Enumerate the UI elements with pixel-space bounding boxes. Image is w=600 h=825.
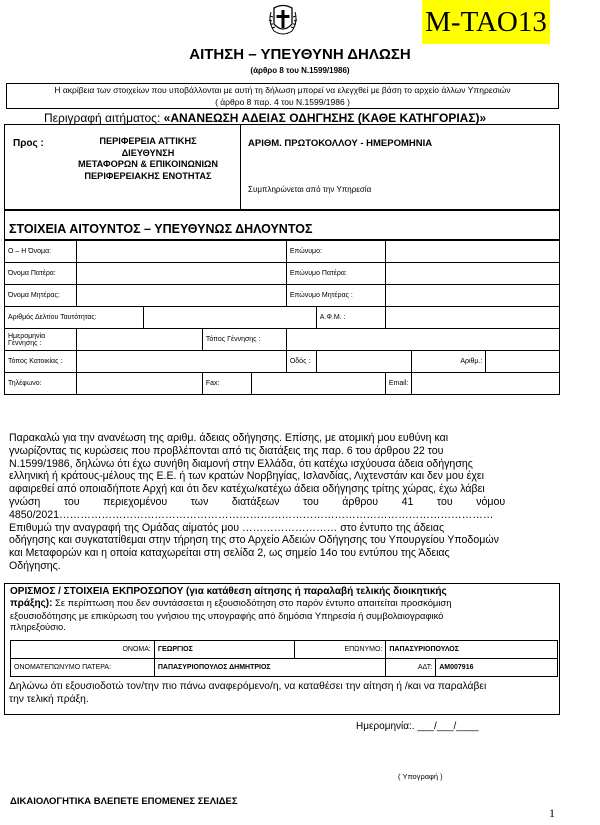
representative-title-line-2 [10,597,555,609]
protocol-label: ΑΡΙΘΜ. ΠΡΩΤΟΚΟΛΛΟΥ - ΗΜΕΡΟΜΗΝΙΑ [248,138,433,149]
first-name-label: Ο – Η Όνομα: [5,241,77,263]
request-value: «ΑΝΑΝΕΩΣΗ ΑΔΕΙΑΣ ΟΔΗΓΗΣΗΣ (ΚΑΘΕ ΚΑΤΗΓΟΡΙΑΣ)» [163,111,487,125]
protocol-note: Συμπληρώνεται από την Υπηρεσία [248,185,372,194]
declaration-line: και Μεταφορών και η οποία καταχωρείται στη σελίδα 2, ως σημείο 14ο του εντύπου της Άδειας [9,547,450,560]
recipient-line-4: ΠΕΡΙΦΕΡΕΙΑΚΗΣ ΕΝΟΤΗΤΑΣ [84,170,212,181]
request-description [44,111,486,125]
surname-label: Επώνυμο: [286,241,385,263]
rep-name-field[interactable]: ΓΕΩΡΓΙΟΣ [154,641,294,659]
declaration-line: γνώση του περιεχομένου των διατάξεων του άρθρου 41 του νόμου [9,495,506,508]
rep-father-label: ΟΝΟΜΑΤΕΠΩΝΥΜΟ ΠΑΤΕΡΑ: [11,659,155,677]
representative-title-line-4: πληρεξούσιο. [10,620,66,632]
mother-name-label: Όνομα Μητέρας: [5,285,77,307]
birth-date-label: Ημερομηνία Γέννησης : [5,329,77,351]
rep-father-field[interactable]: ΠΑΠΑΣΥΡΙΟΠΟΥΛΟΣ ΔΗΜΗΤΡΙΟΣ [154,659,386,677]
representative-title-act: πράξης): [10,598,53,610]
mother-surname-field[interactable] [385,285,559,307]
recipient-address [59,136,237,182]
declaration-line: Οδήγησης. [9,559,61,572]
first-name-field[interactable] [77,241,286,263]
signature-label: ( Υπογραφή ) [398,772,443,781]
form-subtitle: (άρθρο 8 του Ν.1599/1986) [250,66,350,75]
recipient-box [4,124,560,210]
representative-table [10,640,558,677]
residence-label: Τόπος Κατοικίας : [5,351,77,373]
declaration-line: γνωρίζοντας τις κυρώσεις που προβλέπονται από τις διατάξεις της παρ. 6 του άρθρου 22 του [9,444,444,457]
birth-place-label: Τόπος Γέννησης : [202,329,286,351]
authorization-statement [9,680,557,706]
fax-field[interactable] [252,373,385,395]
declaration-paragraph [9,432,557,573]
recipient-line-1: ΠΕΡΙΦΕΡΕΙΑ ΑΤΤΙΚΗΣ [99,136,197,146]
applicant-table [4,240,560,395]
mother-name-field[interactable] [77,285,286,307]
recipient-line-2: ΔΙΕΥΘΥΝΣΗ [121,147,175,158]
afm-field[interactable] [385,307,559,329]
surname-field[interactable] [385,241,559,263]
rep-adt-label: ΑΔΤ: [386,659,436,677]
greek-coat-of-arms-emblem [266,2,300,38]
representative-title-note: Σε περίπτωση που δεν συντάσσεται η εξουσιοδότηση στο παρόν έντυπο απαιτείται προσκόμιση [52,597,452,609]
mother-surname-label: Επώνυμο Μητέρας : [286,285,385,307]
birth-date-field[interactable] [77,329,202,351]
representative-title-line-1: ΟΡΙΣΜΟΣ / ΣΤΟΙΧΕΙΑ ΕΚΠΡΟΣΩΠΟΥ (για κατάθεση αίτησης ή παραλαβή τελικής διοικητικής [10,586,447,597]
street-field[interactable] [316,351,412,373]
rep-surname-label: ΕΠΩΝΥΜΟ: [294,641,386,659]
number-field[interactable] [486,351,560,373]
father-surname-label: Επώνυμο Πατέρα: [286,263,385,285]
notice-box [6,83,559,109]
applicant-section-header [4,210,560,240]
notice-line-2: ( άρθρο 8 παρ. 4 του Ν.1599/1986 ) [215,96,350,107]
rep-name-label: ΟΝΟΜΑ: [11,641,155,659]
authorization-line-1: Δηλώνω ότι εξουσιοδοτώ τον/την πιο πάνω αναφερόμενο/η, να καταθέσει την αίτηση ή /και να παραλάβει [9,681,487,692]
declaration-line: Παρακαλώ για την ανανέωση της αριθμ. άδειας οδήγησης. Επίσης, με ατομική μου ευθύνη και [9,432,449,444]
residence-field[interactable] [77,351,286,373]
declaration-line: αφαιρεθεί από οποιαδήποτε Αρχή και ότι δεν κατέχω/κατέχω άδεια οδήγησης τρίτης χώρας, έχω λάβει [9,483,485,496]
fax-label: Fax: [202,373,252,395]
declaration-line: 4850/2021…………………………………………………………………………………………………………… [9,508,494,521]
representative-heading [10,586,555,632]
father-name-field[interactable] [77,263,286,285]
form-code-badge: M-TAO13 [422,0,550,44]
representative-box [4,583,560,715]
number-label: Αριθμ.: [412,351,486,373]
declaration-line: Ν.1599/1986, δηλώνω ότι έχω συνήθη διαμονή στην Ελλάδα, ότι κατέχω ισχύουσα άδεια οδήγησης [9,457,473,470]
afm-label: Α.Φ.Μ. : [316,307,385,329]
form-title: ΑΙΤΗΣΗ – ΥΠΕΥΘΥΝΗ ΔΗΛΩΣΗ [189,46,411,63]
id-number-label: Αριθμός Δελτίου Ταυτότητας: [5,307,144,329]
notice-line-1: Η ακρίβεια των στοιχείων που υποβάλλονται με αυτή τη δήλωση μπορεί να ελεγχθεί με βάση το αρχείο άλλων Υπηρεσιών [54,85,511,95]
recipient-divider [240,125,241,209]
to-label: Προς : [13,138,44,149]
representative-title-line-3: εξουσιοδότησης με επικύρωση του γνήσιου της υπογραφής από δημόσια Υπηρεσία ή συμβολαιογραφικό [10,609,444,621]
email-label: Email: [385,373,411,395]
street-label: Οδός : [286,351,316,373]
phone-label: Τηλέφωνο: [5,373,77,395]
blood-type-line: Επιθυμώ την αναγραφή της Ομάδας αίματός μου ……………………… στο έντυπο της άδειας [9,521,445,534]
father-surname-field[interactable] [385,263,559,285]
date-line: Ημερομηνία:. ___/___/____ [356,721,479,732]
declaration-line: ελληνική ή κράτους-μέλους της Ε.Ε. ή των κρατών Νορβηγίας, Ισλανδίας, Λιχτενστάιν και δεν μου έχει [9,470,484,483]
rep-adt-field[interactable]: ΑΜ007916 [436,659,558,677]
declaration-line: οδήγησης και συγκατατίθεμαι στην τήρηση της στο Αρχείο Αδειών Οδήγησης του Υπουργείου Υποδομών [9,534,499,547]
page-number: 1 [549,806,555,820]
rep-surname-field[interactable]: ΠΑΠΑΣΥΡΙΟΠΟΥΛΟΣ [386,641,558,659]
request-label: Περιγραφή αιτήματος: [44,111,161,125]
father-name-label: Όνομα Πατέρα: [5,263,77,285]
authorization-line-2: την τελική πράξη. [9,694,89,705]
id-number-field[interactable] [144,307,317,329]
birth-place-field[interactable] [286,329,559,351]
documents-note: ΔΙΚΑΙΟΛΟΓΗΤΙΚΑ ΒΛΕΠΕΤΕ ΕΠΟΜΕΝΕΣ ΣΕΛΙΔΕΣ [10,796,238,807]
applicant-section-title: ΣΤΟΙΧΕΙΑ ΑΙΤΟΥΝΤΟΣ – ΥΠΕΥΘΥΝΩΣ ΔΗΛΟΥΝΤΟΣ [9,222,313,236]
phone-field[interactable] [77,373,202,395]
email-field[interactable] [412,373,560,395]
recipient-line-3: ΜΕΤΑΦΟΡΩΝ & ΕΠΙΚΟΙΝΩΝΙΩΝ [77,159,219,169]
